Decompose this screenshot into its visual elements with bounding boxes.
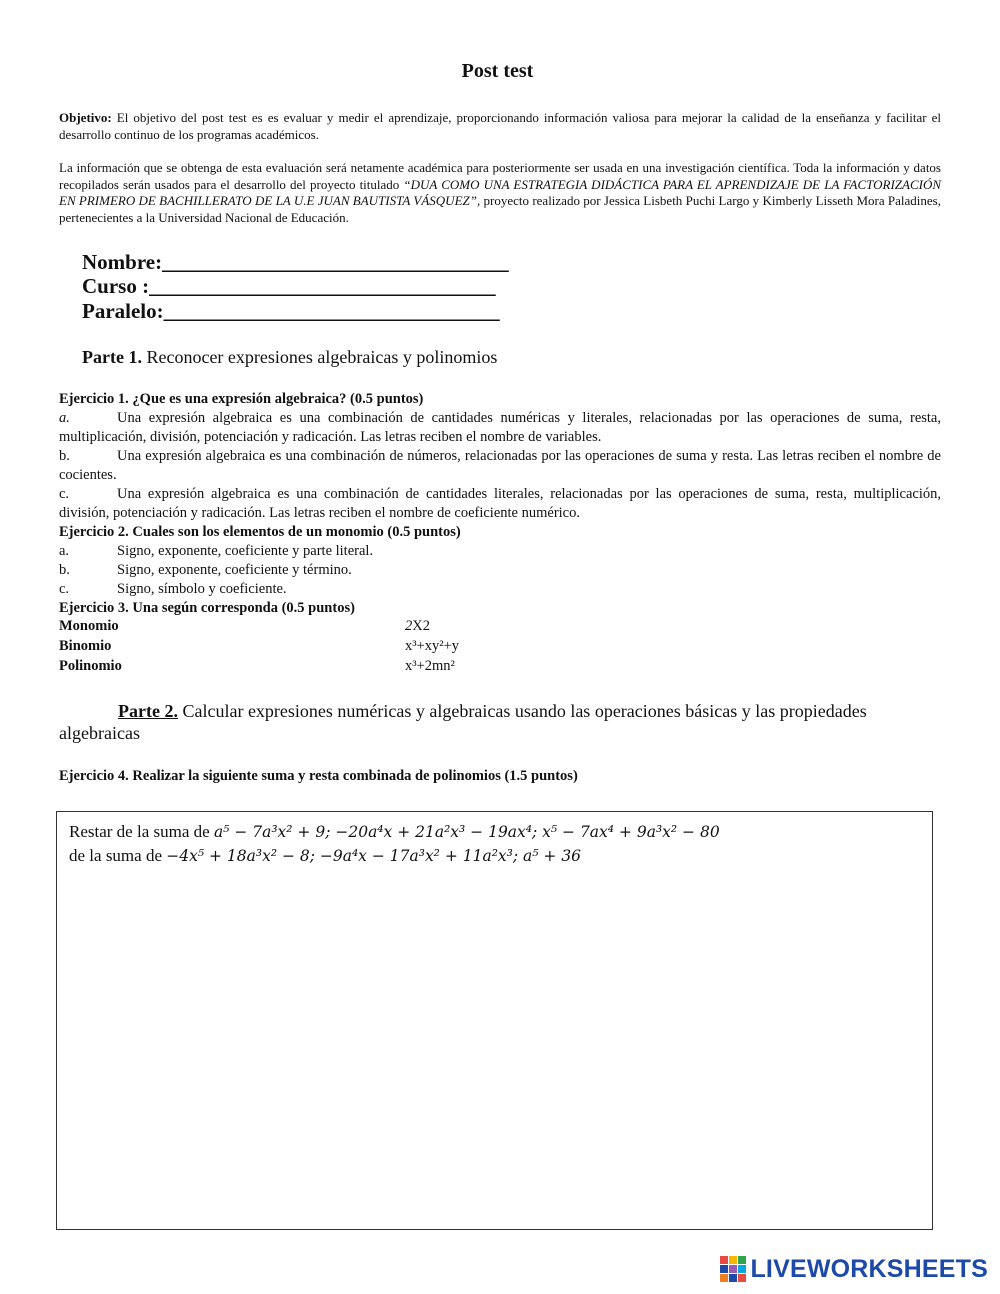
logo-block (738, 1274, 746, 1282)
parte2-heading (59, 700, 941, 744)
objective-text: El objetivo del post test es es evaluar y medir el aprendizaje, proporcionando información valiosa para mejorar la calidad de la enseñanza y facilitar el desarrollo continuo de los programas académicos. (59, 110, 941, 142)
option-text: Signo, símbolo y coeficiente. (117, 581, 287, 597)
exercise-1-option-b[interactable] (59, 447, 941, 485)
objective-paragraph (59, 110, 941, 143)
logo-text: LIVEWORKSHEETS (750, 1254, 988, 1283)
exercise-3-title: Ejercicio 3. Una según corresponda (0.5 puntos) (59, 600, 355, 616)
exercise-2-title: Ejercicio 2. Cuales son los elementos de un monomio (0.5 puntos) (59, 524, 461, 540)
info-text-1: La información que se obtenga de esta evaluación será netamente académica para posteriormente ser usada en una investigación científica. Toda la información y datos recopilados serán usados para el desarrollo del proyecto titulado (59, 160, 941, 192)
objective-label: Objetivo: (59, 110, 112, 125)
curso-field[interactable]: Curso :_________________________________ (82, 274, 496, 298)
line2-math: −4x⁵ + 18a³x² − 8; −9a⁴x − 17a³x² + 11a²x³; a⁵ + 36 (166, 847, 582, 865)
project-title: “DUA COMO UNA ESTRATEGIA DIDÁCTICA PARA EL APRENDIZAJE DE LA FACTORIZACIÓN EN PRIMERO DE BACHILLERATO DE LA U.E JUAN BAUTISTA VÁSQUEZ”, (59, 176, 941, 208)
info-paragraph (59, 160, 941, 226)
match-value: 2X2 (405, 618, 430, 634)
option-text: Signo, exponente, coeficiente y término. (117, 562, 352, 578)
option-text: Signo, exponente, coeficiente y parte literal. (117, 543, 374, 559)
exercise-1-title: Ejercicio 1. ¿Que es una expresión algebraica? (0.5 puntos) (59, 391, 424, 407)
exercise-4-statement (69, 820, 720, 868)
page-title: Post test (461, 60, 534, 82)
logo-block (720, 1256, 728, 1264)
option-letter: b. (59, 448, 70, 464)
option-letter: a. (59, 410, 70, 426)
option-letter: c. (59, 486, 70, 502)
exercise-1-option-c[interactable] (59, 485, 941, 523)
line1-math: a⁵ − 7a³x² + 9; −20a⁴x + 21a²x³ − 19ax⁴; x⁵ − 7ax⁴ + 9a³x² − 80 (213, 823, 720, 841)
parte1-heading (82, 346, 497, 368)
match-value: x³+2mn² (405, 658, 455, 674)
exercise-1-option-a[interactable] (59, 409, 941, 447)
option-text: Una expresión algebraica es una combinación de números, relacionadas por las operaciones de suma y resta. Las letras reciben el nombre de cocientes. (59, 448, 941, 483)
logo-block (738, 1256, 746, 1264)
exercise-4-title: Ejercicio 4. Realizar la siguiente suma y resta combinada de polinomios (1.5 puntos) (59, 768, 578, 784)
exercise-4-answer-box[interactable] (56, 811, 933, 1230)
exercise-2-option-a[interactable] (59, 542, 941, 561)
logo-block (729, 1265, 737, 1273)
parte2-label: Parte 2. (118, 701, 178, 721)
paralelo-field[interactable]: Paralelo:________________________________ (82, 299, 500, 323)
match-value: x³+xy²+y (405, 638, 460, 654)
option-text: Una expresión algebraica es una combinación de cantidades numéricas y literales, relacionadas por las operaciones de suma, resta, multiplicación, división, potenciación y radicación. Las letras reciben el nombre de variables. (59, 410, 941, 445)
option-letter: a. (59, 543, 70, 559)
line2-prefix: de la suma de (69, 846, 167, 865)
option-letter: b. (59, 562, 70, 578)
liveworksheets-logo (720, 1254, 988, 1284)
nombre-field[interactable]: Nombre:_________________________________ (82, 250, 509, 274)
logo-block (738, 1265, 746, 1273)
option-letter: c. (59, 581, 70, 597)
logo-blocks-icon (720, 1256, 746, 1282)
logo-block (720, 1274, 728, 1282)
match-label: Monomio (59, 618, 119, 634)
parte1-label: Parte 1. (82, 347, 142, 367)
match-label: Binomio (59, 638, 112, 654)
logo-block (720, 1265, 728, 1273)
logo-block (729, 1274, 737, 1282)
match-label: Polinomio (59, 658, 122, 674)
parte1-text: Reconocer expresiones algebraicas y polinomios (141, 347, 498, 367)
info-text-2: proyecto realizado por Jessica Lisbeth Puchi Largo y Kimberly Lisseth Mora Paladines, pertenecientes a la Universidad Nacional de Educación. (59, 193, 941, 225)
parte2-text: Calcular expresiones numéricas y algebraicas usando las operaciones básicas y las propiedades algebraicas (59, 701, 867, 743)
line1-prefix: Restar de la suma de (69, 822, 214, 841)
exercise-2-option-b[interactable] (59, 561, 941, 580)
exercise-1 (59, 390, 941, 618)
option-text: Una expresión algebraica es una combinación de cantidades literales, relacionadas por las operaciones de suma, resta, multiplicación, división, potenciación y radicación. Las letras reciben el nombre de coeficiente numérico. (59, 486, 941, 521)
exercise-2-option-c[interactable] (59, 580, 941, 599)
logo-block (729, 1256, 737, 1264)
